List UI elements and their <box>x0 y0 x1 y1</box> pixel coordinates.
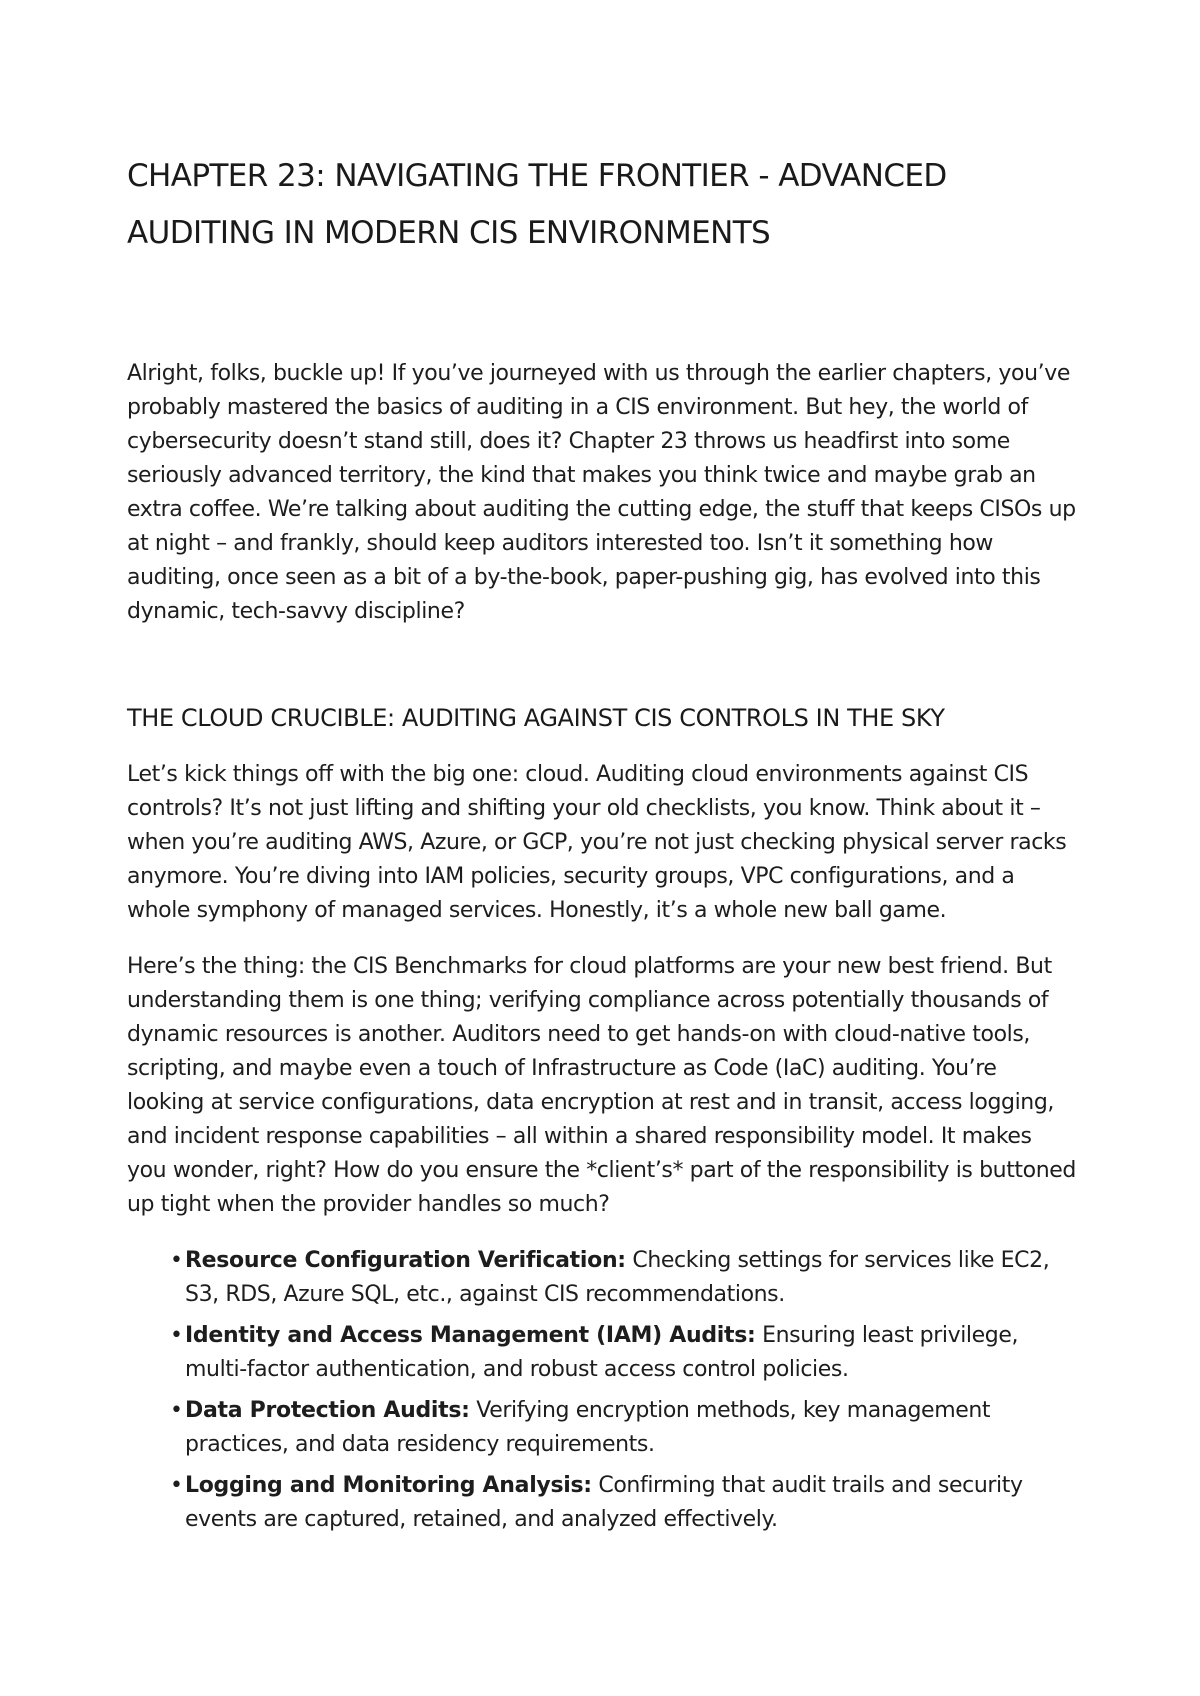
bullet-marker: • <box>170 1398 183 1423</box>
chapter-title: CHAPTER 23: NAVIGATING THE FRONTIER - ADVANCED AUDITING IN MODERN CIS ENVIRONMENTS <box>127 158 947 251</box>
bullet-term: Identity and Access Management (IAM) Audits: <box>185 1323 756 1348</box>
bullet-term: Resource Configuration Verification: <box>185 1248 626 1273</box>
list-item <box>170 1394 1077 1462</box>
list-item <box>170 1319 1077 1387</box>
bullet-text: Verifying encryption methods, key management practices, and data residency requirements. <box>185 1398 991 1457</box>
bullet-marker: • <box>170 1473 183 1498</box>
bullet-term: Data Protection Audits: <box>185 1398 470 1423</box>
list-item <box>170 1244 1077 1312</box>
section-title: THE CLOUD CRUCIBLE: AUDITING AGAINST CIS CONTROLS IN THE SKY <box>127 704 945 732</box>
bullet-text: Checking settings for services like EC2, S3, RDS, Azure SQL, etc., against CIS recommendations. <box>185 1248 1050 1307</box>
document-page <box>127 148 1077 1544</box>
bullet-text: Ensuring least privilege, multi-factor authentication, and robust access control policies. <box>185 1323 1019 1382</box>
bullet-term: Logging and Monitoring Analysis: <box>185 1473 592 1498</box>
intro-paragraph: Alright, folks, buckle up! If you’ve journeyed with us through the earlier chapters, you’ve probably mastered the basics of auditing in a CIS environment. But hey, the world of cybersecurity doesn’t stand still, does it? Chapter 23 throws us headfirst into some seriously advanced territory, the kind that makes you think twice and maybe grab an extra coffee. We’re talking about auditing the cutting edge, the stuff that keeps CISOs up at night – and frankly, should keep auditors interested too. Isn’t it something how auditing, once seen as a bit of a by-the-book, paper-pushing gig, has evolved into this dynamic, tech-savvy discipline? <box>127 361 1076 624</box>
bullet-marker: • <box>170 1323 183 1348</box>
bullet-marker: • <box>170 1248 183 1273</box>
bullet-text: Confirming that audit trails and security events are captured, retained, and analyzed effectively. <box>185 1473 1023 1532</box>
section-paragraph: Let’s kick things off with the big one: cloud. Auditing cloud environments against CIS controls? It’s not just lifting and shifting your old checklists, you know. Think about it – when you’re auditing AWS, Azure, or GCP, you’re not just checking physical server racks anymore. You’re diving into IAM policies, security groups, VPC configurations, and a whole symphony of managed services. Honestly, it’s a whole new ball game. <box>127 762 1067 923</box>
section-paragraph: Here’s the thing: the CIS Benchmarks for cloud platforms are your new best friend. But understanding them is one thing; verifying compliance across potentially thousands of dynamic resources is another. Auditors need to get hands-on with cloud-native tools, scripting, and maybe even a touch of Infrastructure as Code (IaC) auditing. You’re looking at service configurations, data encryption at rest and in transit, access logging, and incident response capabilities – all within a shared responsibility model. It makes you wonder, right? How do you ensure the *client’s* part of the responsibility is buttoned up tight when the provider handles so much? <box>127 954 1076 1217</box>
list-item <box>170 1469 1077 1537</box>
bullet-list <box>127 1244 1077 1537</box>
